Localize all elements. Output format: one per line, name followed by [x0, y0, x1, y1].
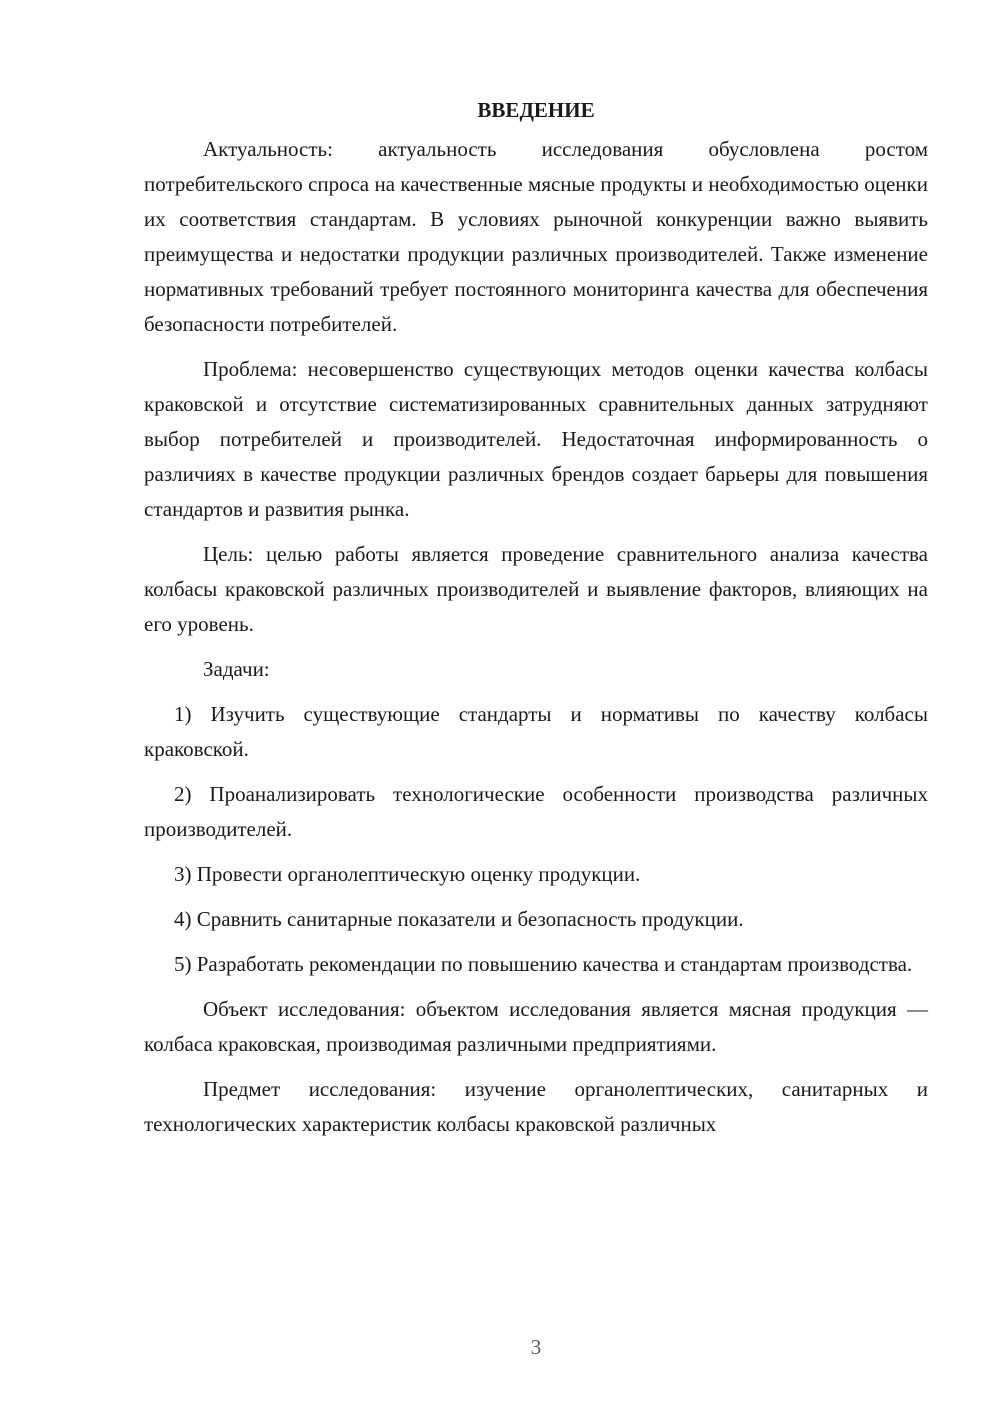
- page-title: ВВЕДЕНИЕ: [477, 98, 595, 122]
- paragraph-goal: Цель: целью работы является проведение сравнительного анализа качества колбасы краковской различных производителей и выявление факторов, влияющих на его уровень.: [144, 542, 928, 636]
- paragraph-relevance: Актуальность: актуальность исследования обусловлена ростом потребительского спроса на качественные мясные продукты и необходимостью оценки их соответствия стандартам. В условиях рыночной конкуренции важно выявить преимущества и недостатки продукции различных производителей. Также изменение нормативных требований требует постоянного мониторинга качества для обеспечения безопасности потребителей.: [144, 137, 928, 336]
- tasks-heading: Задачи:: [203, 657, 270, 681]
- tasks-list: [144, 697, 928, 982]
- list-item: 3) Провести органолептическую оценку продукции.: [174, 862, 641, 886]
- paragraph-object: Объект исследования: объектом исследования является мясная продукция — колбаса краковская, производимая различными предприятиями.: [144, 997, 928, 1056]
- list-item: 4) Сравнить санитарные показатели и безопасность продукции.: [174, 907, 744, 931]
- paragraph-problem: Проблема: несовершенство существующих методов оценки качества колбасы краковской и отсутствие систематизированных сравнительных данных затрудняют выбор потребителей и производителей. Недостаточная информированность о различиях в качестве продукции различных брендов создает барьеры для повышения стандартов и развития рынка.: [144, 357, 928, 521]
- list-item: 1) Изучить существующие стандарты и нормативы по качеству колбасы краковской.: [144, 702, 928, 761]
- paragraph-subject: Предмет исследования: изучение органолептических, санитарных и технологических характеристик колбасы краковской различных: [144, 1077, 928, 1136]
- page-content: [144, 93, 928, 1152]
- page-number: 3: [530, 1335, 542, 1359]
- list-item: 2) Проанализировать технологические особенности производства различных производителей.: [144, 782, 928, 841]
- list-item: 5) Разработать рекомендации по повышению качества и стандартам производства.: [174, 952, 913, 976]
